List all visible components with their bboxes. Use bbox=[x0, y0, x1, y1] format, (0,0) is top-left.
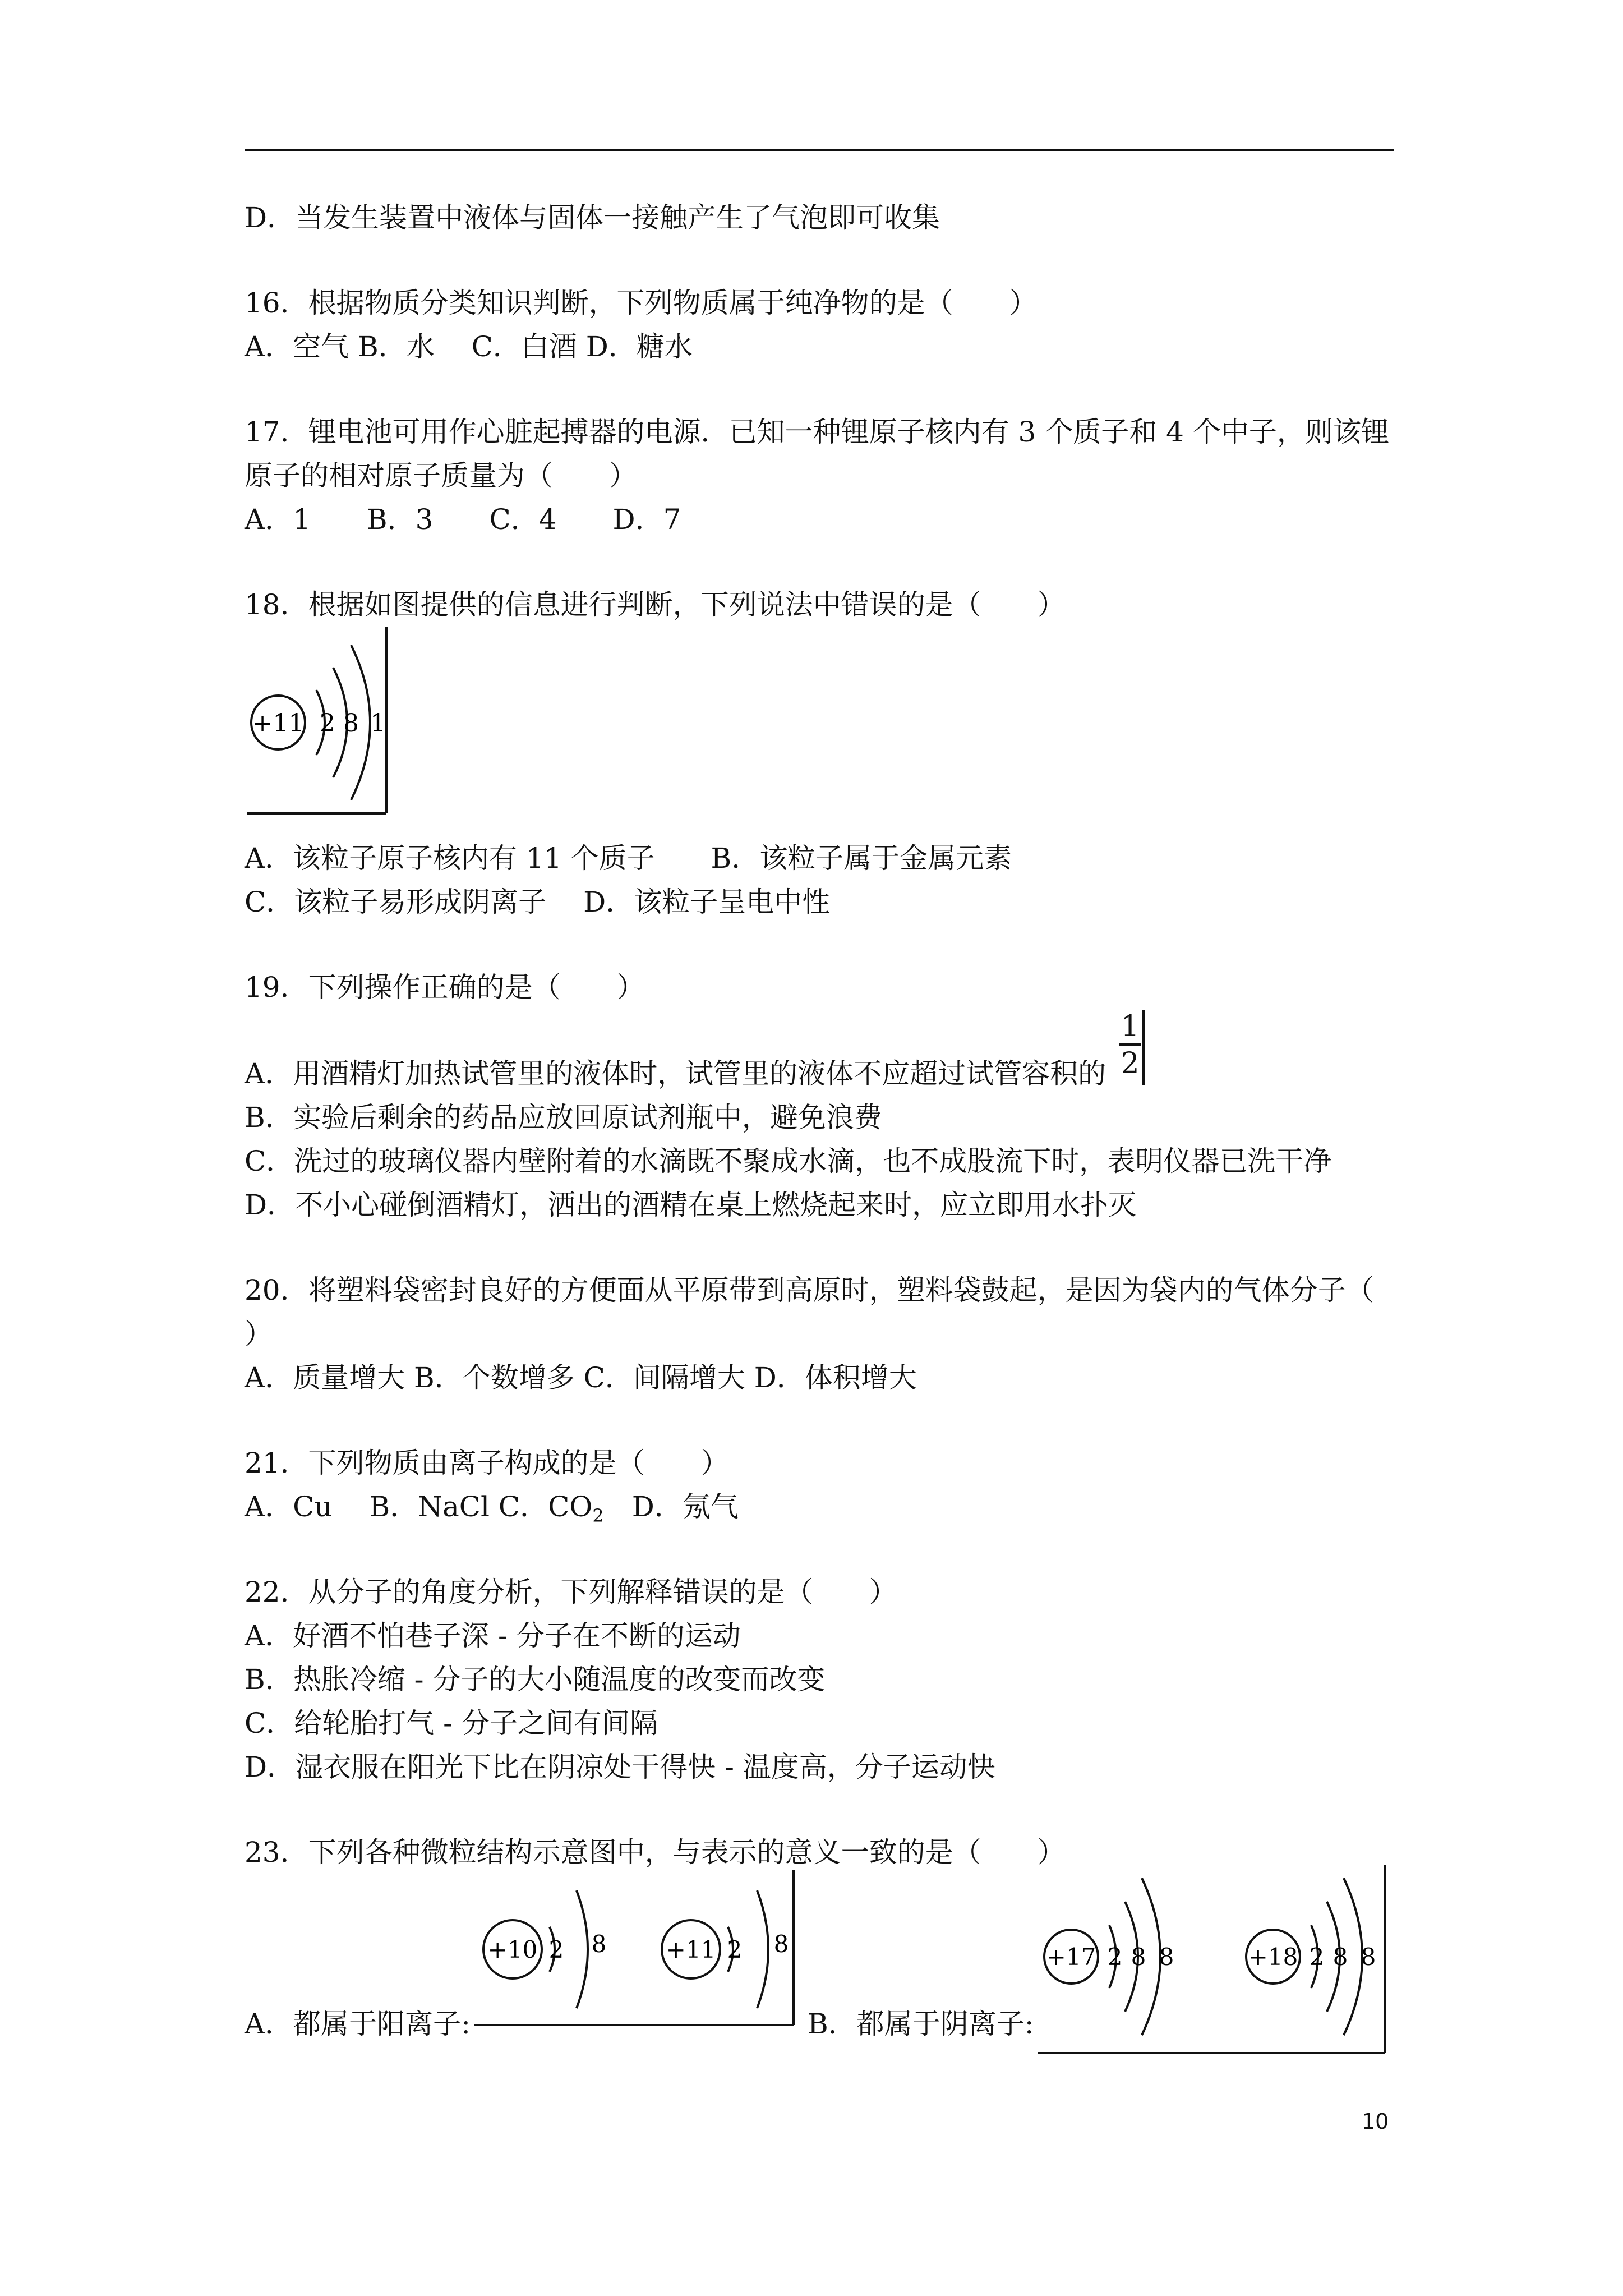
q19-fraction-numerator: 1 bbox=[1121, 1010, 1140, 1043]
page-number: 10 bbox=[1362, 2109, 1389, 2134]
q18-shell-1: 2 bbox=[320, 709, 335, 738]
q23-b2-shell-3: 8 bbox=[1361, 1943, 1376, 1971]
q23-b2-shell-1: 2 bbox=[1309, 1943, 1325, 1971]
q23-b2-charge: +18 bbox=[1248, 1943, 1298, 1971]
q18-shell-2: 8 bbox=[343, 709, 359, 738]
q23-option-a: A．都属于阳离子: bbox=[245, 2008, 471, 2040]
q20-stem-line1: 20．将塑料袋密封良好的方便面从平原带到高原时，塑料袋鼓起，是因为袋内的气体分子（ bbox=[245, 1274, 1374, 1306]
q16-options: A．空气 B．水 C．白酒 D．糖水 bbox=[245, 330, 693, 363]
q18-options-ab: A．该粒子原子核内有 11 个质子 B．该粒子属于金属元素 bbox=[245, 842, 1012, 875]
q21-stem: 21．下列物质由离子构成的是（ ） bbox=[245, 1447, 729, 1479]
q17-options: A．1 B．3 C．4 D．7 bbox=[245, 503, 681, 536]
q20-stem-line2: ） bbox=[245, 1318, 273, 1350]
q15-option-d: D．当发生装置中液体与固体一接触产生了气泡即可收集 bbox=[245, 201, 940, 234]
q18-stem: 18．根据如图提供的信息进行判断，下列说法中错误的是（ ） bbox=[245, 588, 1066, 621]
q19-fraction-denominator: 2 bbox=[1121, 1047, 1140, 1080]
q22-option-d: D．湿衣服在阳光下比在阴凉处干得快 - 温度高，分子运动快 bbox=[245, 1751, 995, 1783]
q18-nucleus-charge: +11 bbox=[252, 709, 305, 738]
q23-stem: 23．下列各种微粒结构示意图中，与表示的意义一致的是（ ） bbox=[245, 1836, 1066, 1869]
q22-option-a: A．好酒不怕巷子深 - 分子在不断的运动 bbox=[245, 1619, 741, 1652]
q23-a1-shell-1: 2 bbox=[548, 1936, 564, 1963]
q23-b1-shell-1: 2 bbox=[1107, 1943, 1123, 1971]
q23-a2-shell-2: 8 bbox=[773, 1930, 789, 1958]
q23-b1-shell-2: 8 bbox=[1131, 1943, 1146, 1971]
q19-option-c: C．洗过的玻璃仪器内壁附着的水滴既不聚成水滴，也不成股流下时，表明仪器已洗干净 bbox=[245, 1145, 1332, 1177]
q19-fraction-bar bbox=[1119, 1043, 1141, 1046]
q23-a2-charge: +11 bbox=[666, 1936, 716, 1963]
q21-options bbox=[245, 1490, 739, 1533]
q23-b1-shell-3: 8 bbox=[1159, 1943, 1174, 1971]
q23-option-b: B．都属于阴离子: bbox=[808, 2008, 1034, 2040]
q16-stem: 16．根据物质分类知识判断，下列物质属于纯净物的是（ ） bbox=[245, 287, 1038, 319]
q22-option-c: C．给轮胎打气 - 分子之间有间隔 bbox=[245, 1707, 658, 1740]
q21-options-subscript: 2 bbox=[592, 1505, 604, 1526]
q19-option-d: D．不小心碰倒酒精灯，洒出的酒精在桌上燃烧起来时，应立即用水扑灭 bbox=[245, 1189, 1137, 1221]
q23-b2-shell-2: 8 bbox=[1332, 1943, 1348, 1971]
q18-atom-diagram bbox=[245, 623, 396, 819]
q17-stem-line2: 原子的相对原子质量为（ ） bbox=[245, 459, 637, 492]
q18-shell-3: 1 bbox=[370, 709, 386, 738]
q19-fraction-rule bbox=[1142, 1010, 1145, 1085]
q23-a2-shell-1: 2 bbox=[727, 1936, 743, 1963]
q18-options-cd: C．该粒子易形成阴离子 D．该粒子呈电中性 bbox=[245, 886, 831, 918]
q23-b1-charge: +17 bbox=[1046, 1943, 1096, 1971]
q19-stem: 19．下列操作正确的是（ ） bbox=[245, 971, 645, 1004]
q17-stem-line1: 17．锂电池可用作心脏起搏器的电源．已知一种锂原子核内有 3 个质子和 4 个中子，则该锂 bbox=[245, 416, 1389, 448]
header-rule bbox=[245, 149, 1394, 151]
q23-diagram-b bbox=[1026, 1862, 1396, 2059]
q23-a1-shell-2: 8 bbox=[591, 1930, 607, 1958]
q23-a1-charge: +10 bbox=[487, 1936, 538, 1963]
q21-options-suffix: D．氖气 bbox=[603, 1490, 739, 1523]
q20-options: A．质量增大 B．个数增多 C．间隔增大 D．体积增大 bbox=[245, 1361, 917, 1394]
q19-option-a: A．用酒精灯加热试管里的液体时，试管里的液体不应超过试管容积的 bbox=[245, 1057, 1106, 1090]
q22-option-b: B．热胀冷缩 - 分子的大小随温度的改变而改变 bbox=[245, 1663, 826, 1696]
q23-diagram-a bbox=[471, 1868, 808, 2031]
q22-stem: 22．从分子的角度分析，下列解释错误的是（ ） bbox=[245, 1576, 897, 1608]
q19-option-b: B．实验后剩余的药品应放回原试剂瓶中，避免浪费 bbox=[245, 1101, 882, 1134]
q21-options-prefix: A．Cu B．NaCl C．CO bbox=[245, 1490, 593, 1523]
